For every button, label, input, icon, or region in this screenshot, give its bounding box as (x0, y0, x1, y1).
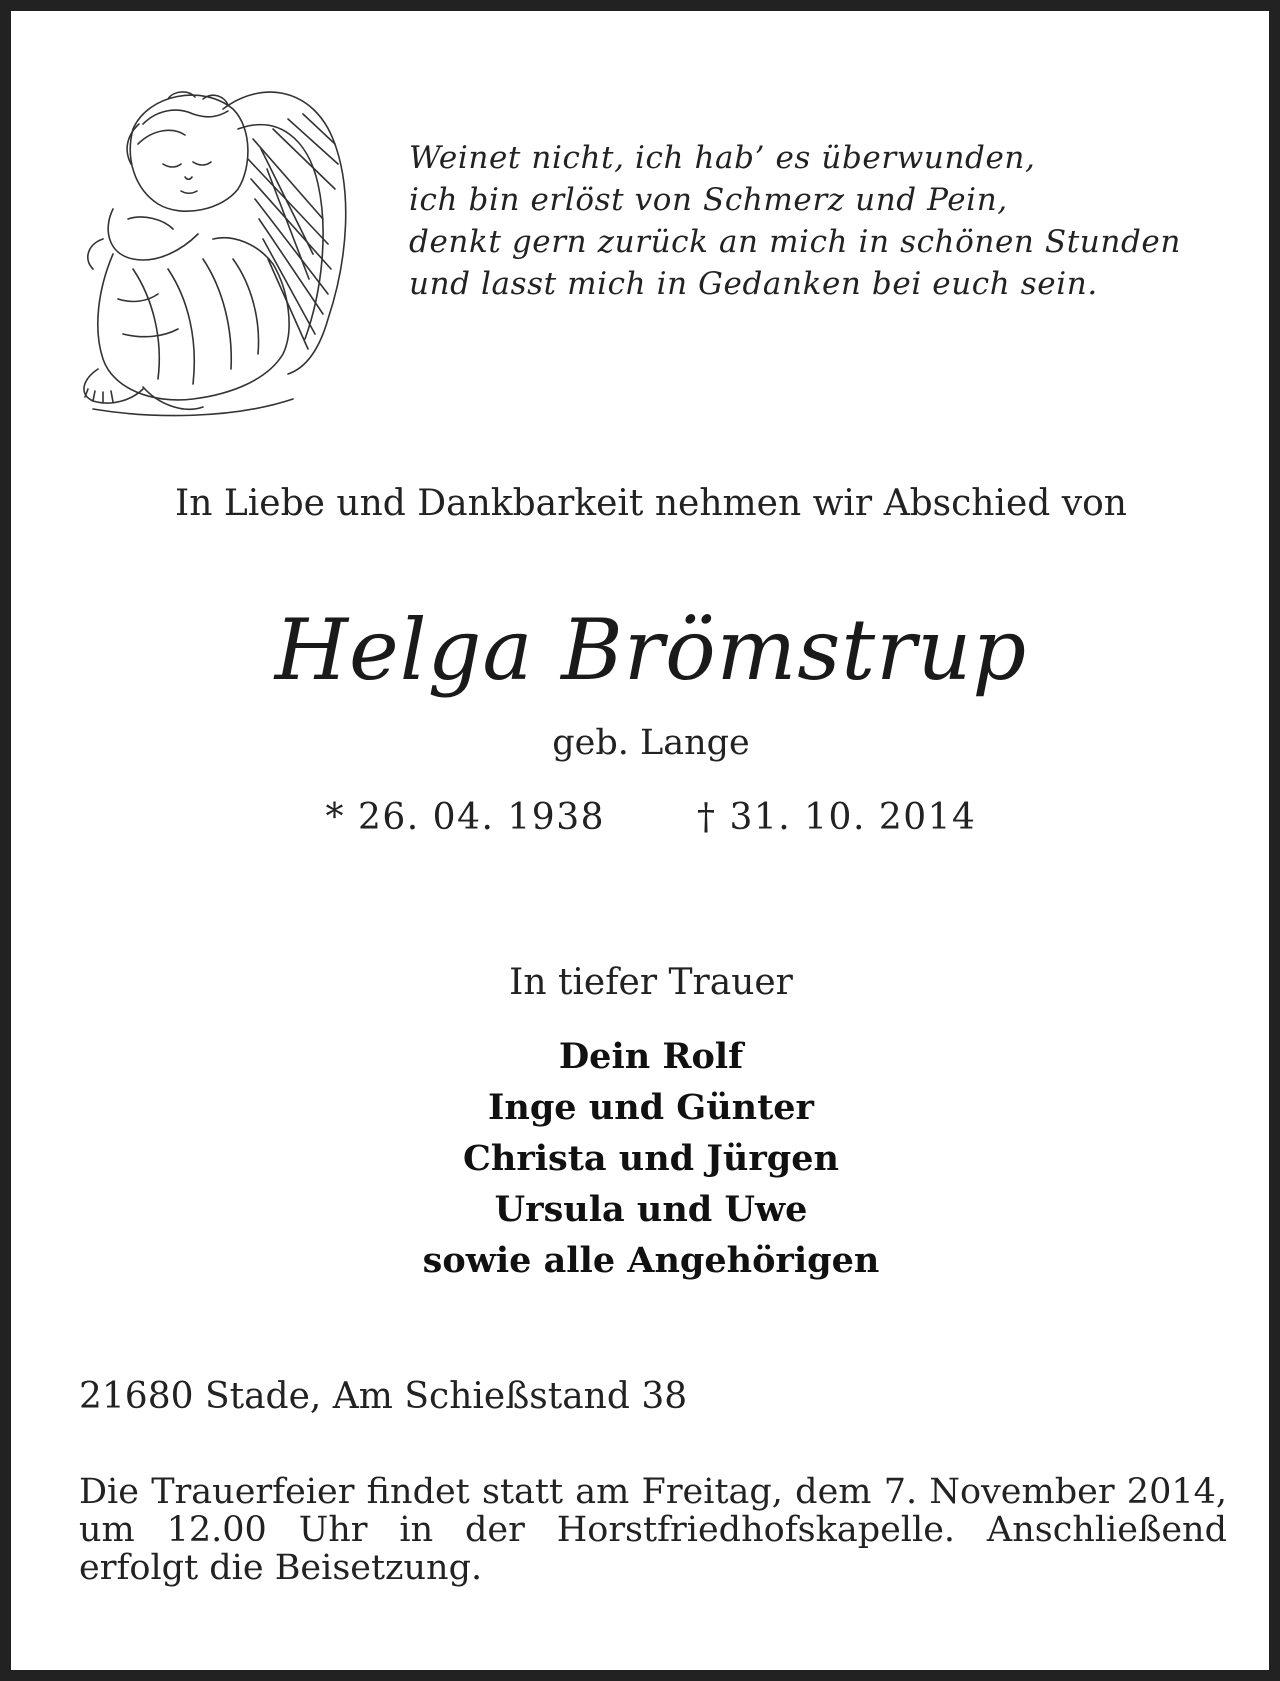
mourners-list (11, 1031, 1280, 1286)
mourner-entry: Dein Rolf (558, 1036, 744, 1077)
birth-date: * 26. 04. 1938 (325, 797, 605, 838)
sleeping-angel-sketch-icon (73, 69, 363, 419)
maiden-name: geb. Lange (552, 723, 750, 763)
funeral-service-notice: Die Trauerfeier findet statt am Freitag, dem 7. November 2014, um 12.00 Uhr in der Horstfriedhofskapelle. Anschließend erfolgt die Beisetzung. (79, 1472, 1227, 1588)
mourning-line: In tiefer Trauer (509, 962, 793, 1003)
deceased-name: Helga Brömstrup (274, 601, 1028, 699)
mourner-entry: Ursula und Uwe (494, 1189, 808, 1230)
farewell-intro: In Liebe und Dankbarkeit nehmen wir Abschied von (175, 483, 1127, 524)
death-date: † 31. 10. 2014 (697, 797, 977, 838)
mourner-entry: Christa und Jürgen (463, 1138, 839, 1179)
verse-line: Weinet nicht, ich hab’ es überwunden, (409, 140, 1036, 176)
life-dates (11, 797, 1280, 838)
verse-line: und lasst mich in Gedanken bei euch sein. (409, 266, 1098, 302)
poem-verse (409, 137, 1239, 305)
verse-line: ich bin erlöst von Schmerz und Pein, (409, 182, 1008, 218)
verse-line: denkt gern zurück an mich in schönen Stunden (409, 224, 1181, 260)
family-address: 21680 Stade, Am Schießstand 38 (79, 1376, 688, 1417)
mourner-entry: sowie alle Angehörigen (422, 1240, 880, 1281)
mourner-entry: Inge und Günter (488, 1087, 814, 1128)
